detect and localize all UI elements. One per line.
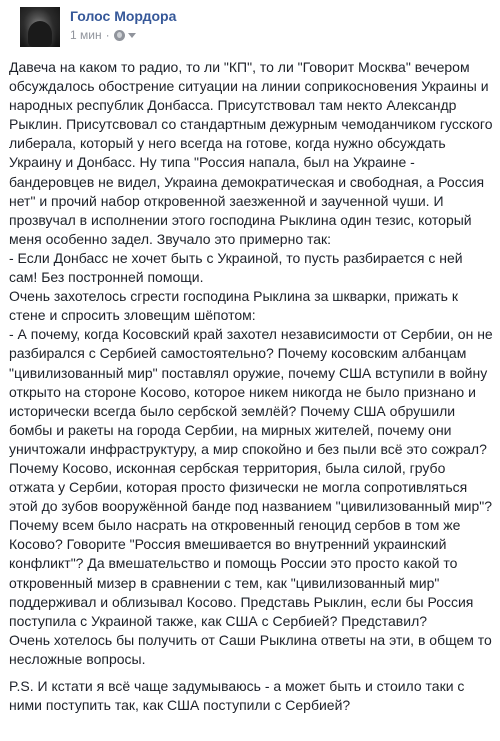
paragraph: - Если Донбасс не хочет быть с Украиной, то пусть разбирается с ней сам! Без постронней помощи. <box>9 249 463 286</box>
paragraph: - А почему, когда Косовский край захотел независимости от Сербии, он не разбирался с Сербией самостоятельно? Почему косовским албанцам "цивилизованный мир" поставлял оружие, почему США вступили в войну открыто на стороне Косово, которое никем никогда не было признано и исторически всегда было сербской землёй? Почему США обрушили бомбы и ракеты на города Сербии, на мирных жителей, почему они уничтожали инфраструктуру, а мир спокойно и без пыли всё это сожрал? Почему Косово, исконная сербская территория, была силой, грубо отжата у Сербии, которая просто физически не могла сопротивляться этой до зубов вооружённой банде под названием "цивилизованный мир"? Почему всем было насрать на откровенный геноцид сербов в том же Косово? Говорите "Россия вмешивается во внутренний украинский конфликт"? Да вмешательство и помощь России это просто какой то откровенный мизер в сравнении с тем, как "цивилизованный мир" поддерживал и облизывал Косово. Представь Рыклин, если бы Россия поступила с Украиной также, как США с Сербией? Представил? <box>9 326 493 629</box>
chevron-down-icon[interactable] <box>128 33 136 38</box>
avatar-image <box>28 21 52 47</box>
globe-icon[interactable] <box>114 30 125 41</box>
paragraph: Очень захотелось сгрести господина Рыклина за шкварки, прижать к стене и спросить зловещим шёпотом: <box>9 288 458 324</box>
separator-dot: · <box>105 28 110 42</box>
post-meta <box>70 28 136 42</box>
paragraph: Давеча на каком то радио, то ли "КП", то ли "Говорит Москва" вечером обсуждалось обострение ситуации на линии соприкосновения Украины и народных республик Донбасса. Присутствовал там некто Александр Рыклин. Присутсвовал со стандартным дежурным чемоданчиком гусского либерала, который у него всегда на готове, когда нужно обсуждать Украину и Донбасс. Ну типа "Россия напала, был на Украине - бандеровцев не видел, Украина демократическая и свободная, а Россия нет" и прочий набор откровенной заезженной и заученной чуши. И прозвучал в исполнении этого господина Рыклина один тезис, который меня особенно задел. Звучало это примерно так: <box>9 59 493 247</box>
avatar[interactable] <box>20 7 60 47</box>
paragraph: Очень хотелось бы получить от Саши Рыклина ответы на эти, в общем то несложные вопросы. <box>9 631 492 667</box>
postscript: P.S. И кстати я всё чаще задумываюсь - а может быть и стоило таки с ними поступить так, как США поступили с Сербией? <box>9 678 465 714</box>
post-body <box>9 58 493 715</box>
author-name[interactable]: Голос Мордора <box>70 8 177 24</box>
post-header <box>10 0 490 62</box>
timestamp[interactable]: 1 мин <box>70 28 102 42</box>
